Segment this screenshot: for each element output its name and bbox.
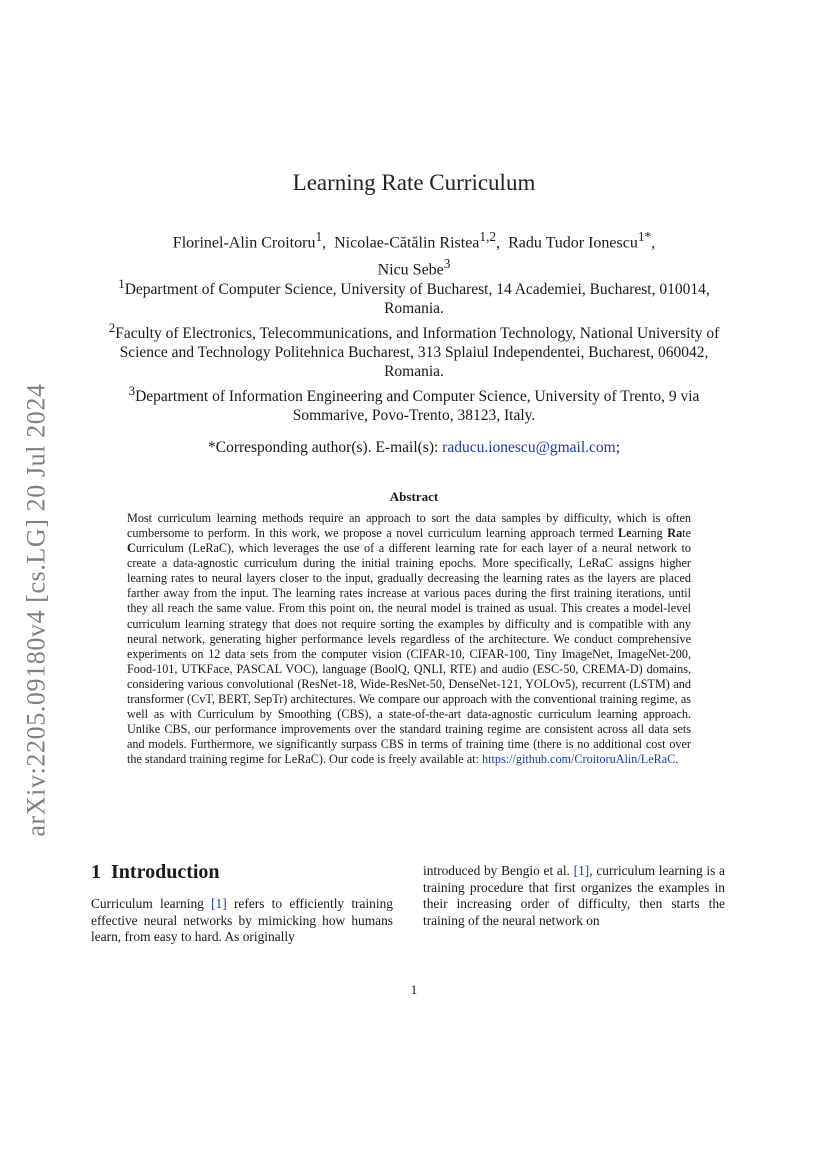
intro-column-left <box>91 896 393 946</box>
body-text: refers to efficiently training effective neural networks by mimicking how humans learn, from easy to hard. As originally <box>91 896 393 944</box>
corresponding-author <box>0 439 828 457</box>
affiliation <box>108 274 720 318</box>
email-link[interactable]: raducu.ionescu@gmail.com <box>442 439 616 456</box>
affiliation-mark: 1 <box>118 276 125 291</box>
body-text: Curriculum learning <box>91 896 212 911</box>
affiliation <box>108 381 720 425</box>
code-url-link[interactable]: https://github.com/CroitoruAlin/LeRaC <box>482 752 676 767</box>
affiliation-text: Department of Information Engineering and Computer Science, University of Trento, 9 via Sommarive, Povo-Trento, 38123, Italy. <box>135 388 700 425</box>
citation-link[interactable]: [1] <box>573 863 590 878</box>
author-name: Nicolae-Cătălin Ristea <box>334 234 480 252</box>
arxiv-identifier: arXiv:2205.09180v4 [cs.LG] 20 Jul 2024 <box>22 383 52 837</box>
affiliation <box>108 318 720 381</box>
abstract-body <box>127 511 691 767</box>
author-name: Radu Tudor Ionescu <box>508 234 638 252</box>
corresponding-suffix: ; <box>615 439 621 456</box>
author-name: Florinel-Alin Croitoru <box>172 234 316 252</box>
page-number: 1 <box>410 982 418 997</box>
body-text: , curriculum learning is a training procedure that first organizes the examples in their increasing order of difficulty, then starts the training of the neural network on <box>423 863 726 928</box>
author-affil-mark: 3 <box>443 256 451 272</box>
abstract-text: . <box>675 752 679 767</box>
affiliations <box>108 274 720 425</box>
author-name: Nicu Sebe <box>377 261 444 279</box>
abstract-acronym-letter: Ra <box>667 526 683 541</box>
abstract-text: urriculum (LeRaC), which leverages the use of a different learning rate for each layer of a neural network to create a data-agnostic curriculum during the initial training epochs. More specifically, LeRaC assigns higher learning rates to neural layers closer to the input, gradually decreasing the learning rates as the layers are placed farther away from the input. The learning rates increase at various paces during the first training iterations, until they all reach the same value. From this point on, the neural model is trained as usual. This creates a model-level curriculum learning strategy that does not require sorting the examples by difficulty and is compatible with any neural network, generating higher performance levels regardless of the architecture. We conduct comprehensive experiments on 12 data sets from the computer vision (CIFAR-10, CIFAR-100, Tiny ImageNet, ImageNet-200, Food-101, UTKFace, PASCAL VOC), language (BoolQ, QNLI, RTE) and audio (ESC-50, CREMA-D) domains, considering various convolutional (ResNet-18, Wide-ResNet-50, DenseNet-121, YOLOv5), recurrent (LSTM) and transformer (CvT, BERT, SepTr) architectures. We compare our approach with the conventional training regime, as well as with Curriculum by Smoothing (CBS), a state-of-the-art data-agnostic curriculum learning approach. Unlike CBS, our performance improvements over the standard training regime are consistent across all data sets and models. Furthermore, we significantly surpass CBS in terms of training time (there is no additional cost over the standard training regime for LeRaC). Our code is freely available at: <box>127 541 691 767</box>
section-title: Introduction <box>111 861 220 883</box>
corresponding-label: *Corresponding author(s). E-mail(s): <box>207 439 439 456</box>
affiliation-mark: 2 <box>108 320 116 336</box>
abstract-acronym-letter: Le <box>618 526 632 541</box>
body-text: introduced by Bengio et al. <box>423 863 574 878</box>
affiliation-text: Department of Computer Science, University of Bucharest, 14 Academiei, Bucharest, 010014, Romania. <box>124 281 710 318</box>
author-affil-mark: 1,2 <box>479 229 497 244</box>
section-number: 1 <box>91 861 101 883</box>
abstract-acronym-letter: C <box>127 541 136 556</box>
paper-title: Learning Rate Curriculum <box>292 170 536 195</box>
citation-link[interactable]: [1] <box>211 896 227 911</box>
affiliation-text: Faculty of Electronics, Telecommunications, and Information Technology, National University of Science and Technology Politehnica Bucharest, 313 Splaiul Independentei, Bucharest, 060042, Romania. <box>115 325 720 381</box>
section-heading <box>91 861 220 884</box>
author-list <box>120 226 708 281</box>
abstract-text: arning <box>631 526 668 541</box>
abstract-text: te <box>682 526 691 541</box>
affiliation-mark: 3 <box>128 383 136 399</box>
author-affil-mark: 1* <box>637 229 652 244</box>
author-line-1: Florinel-Alin Croitoru$^1$, Nicolae-Cătălin Ristea$^{1,2}$, Radu Tudor Ionescu$^{1*}$, <box>172 229 656 252</box>
author-affil-mark: 1 <box>315 229 323 244</box>
abstract-text: Most curriculum learning methods require an approach to sort the data samples by difficulty, which is often cumbersome to perform. In this work, we propose a novel curriculum learning approach termed <box>127 511 691 541</box>
arxiv-sidebar-stamp <box>14 360 60 860</box>
abstract-heading: Abstract <box>389 489 439 504</box>
intro-column-right <box>423 863 725 929</box>
